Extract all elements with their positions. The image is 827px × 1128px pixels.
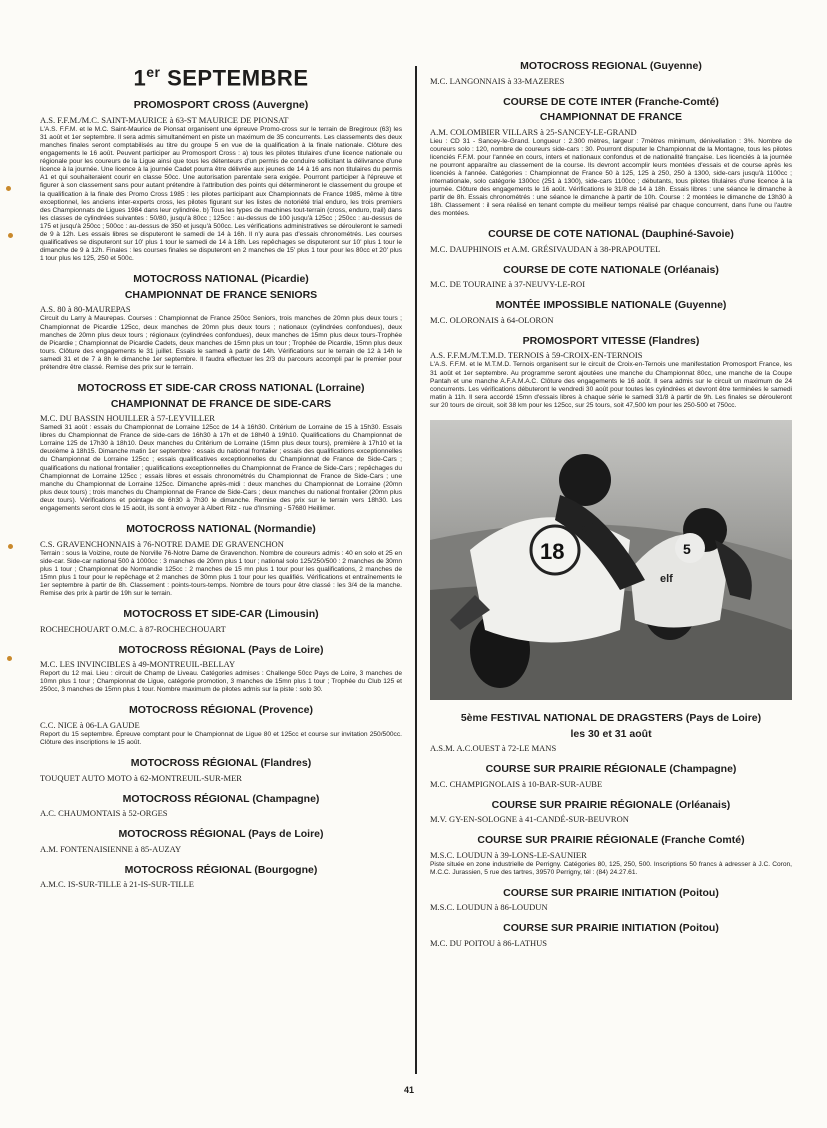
event-name: COURSE SUR PRAIRIE INITIATION <box>503 886 677 899</box>
event-title <box>40 864 402 877</box>
event-name: COURSE SUR PRAIRIE RÉGIONALE <box>477 834 659 846</box>
event-listing <box>430 335 792 410</box>
organizing-club: M.S.C. LOUDUN à 86-LOUDUN <box>430 902 548 913</box>
event-subtitle: les 30 et 31 août <box>570 727 652 740</box>
event-region: (Orléanais) <box>675 798 731 811</box>
rider-number-5: 5 <box>683 541 691 557</box>
event-name: MOTOCROSS ET SIDE-CAR <box>123 608 263 621</box>
organizing-club: C.S. GRAVENCHONNAIS à 76-NOTRE DAME DE GRAVENCHON <box>40 538 284 549</box>
organizing-club: M.C. DE TOURAINE à 37-NEUVY-LE-ROI <box>430 279 586 290</box>
event-details: Report du 15 septembre. Épreuve comptant pour le Championnat de Ligue 80 et 125cc et course sur invitation 250/500cc. Clôture des inscriptions le 15 août. <box>40 730 402 747</box>
event-region: (Champagne) <box>252 792 320 805</box>
event-details: Samedi 31 août : essais du Championnat de Lorraine 125cc de 14 à 16h30. Critérium de Lorraine de 15 à 15h30. Essais libres du Championnat de France de side-cars de 16h30 à 17h et de 18h40 à 19h10. Qualifications du Championnat de Lorraine 125 de 17h30 à 18h10. Deux manches du Critérium de Lorraine (15mn plus deux tours), première à 17h10 et la deuxième à 18h15. Dimanche matin 1er septembre : essais du national frontalier ; essais des qualifications exceptionnelles du Championnat de Lorraine 125cc ; essais qualificatives exceptionnelles du Championnat de France de Side-Cars ; qualifications du national frontalier ; qualifications exceptionnelles du Championnat de France de Side-Cars ; repêchages du Championnat de Lorraine 125cc ; essais libres et essais chronométrés du Championnat de France de Side-Cars ; une manche du Championnat de Lorraine 125cc. Dimanche après-midi : deux manches du Championnat de Lorraine (20mn plus deux tours) ; trois manches du Championnat de France de Side-Cars ; deux manches du national frontalier (20mn plus deux tours). Vérifications et pointage de 6h30 à 7h30 le dimanche. Remise des prix sur le terrain vers 18h30. Les engagements seront clos le 15 août, ils sont à envoyer à Albert Ritz - rue d'Insming - 57680 Heillimer. <box>40 424 402 513</box>
binding-hole-mark <box>8 544 13 549</box>
event-title <box>430 96 792 109</box>
event-name: MONTÉE IMPOSSIBLE NATIONALE <box>495 299 672 312</box>
organizing-club: A.C. CHAUMONTAIS à 52-ORGES <box>40 808 168 819</box>
event-subtitle: CHAMPIONNAT DE FRANCE DE SIDE-CARS <box>110 397 332 410</box>
event-name: MOTOCROSS RÉGIONAL <box>129 704 256 717</box>
event-listing <box>40 99 402 263</box>
event-region: (Pays de Loire) <box>248 828 324 841</box>
event-listing <box>430 264 792 290</box>
event-name: MOTOCROSS RÉGIONAL <box>118 643 246 656</box>
event-region: (Flandres) <box>260 757 312 770</box>
event-listing <box>40 608 402 634</box>
organizing-club: A.S. 80 à 80-MAUREPAS <box>40 304 131 315</box>
event-region: (Franche-Comté) <box>634 95 719 108</box>
event-region: (Provence) <box>258 704 313 717</box>
binding-hole-mark <box>7 656 12 661</box>
event-listing <box>430 96 792 219</box>
event-title <box>430 799 792 812</box>
event-details: L'A.S. F.F.M. et le M.C. Saint-Maurice de Pionsat organisent une épreuve Promo-cross sur le terrain de Bregiroux (63) les 31 août et 1er septembre. Il sera admis simultanément en piste un maximum de 35 concurrents. Les classements des deux manches finales seront comptabilisés au titre du groupe 5 en vue de la qualification à la finale nationale. Clôture des engagements le 16 août. Peuvent participer au Promosport Cross : a) tous les pilotes titulaires d'une licence nationale ou régionale pour les coureurs de la Ligue ainsi que tous les détenteurs d'un permis de conduire sollicitant la délivrance d'une licence à la journée. Une licence à la journée Cadet pourra être délivrée aux jeunes de 14 à 16 ans non titulaires du permis A1 et qui souhaiteraient courir en classe 50cc. Une autorisation parentale sera exigée. Pourront participer à l'épreuve et figurer à son classement sans pour autant prétendre à l'attribution des points qui détermineront le classement du groupe et la qualification à la finale des Promo Cross 1985 : les pilotes participant aux Championnats de France 1985, même à titre exceptionnel, les anciens inter-experts cross, les pilotes figurant sur les listes de notoriété trial enduro, les trois premiers des Championnats de Ligues 1984 dans leur cylindrée. b) Tous les types de machines tout-terrain (cross, enduro, trail) dans les classes de cylindrées suivantes : 50/80, jusqu'à 80cc ; 125cc : au-dessus de 100 jusqu'à 125cc ; 250cc : au-dessus de 175 et jusqu'à 250cc ; 500cc : au-dessus de 350 et jusqu'à 500cc. Les vérifications administratives se dérouleront le samedi de 9 à 12h. Les essais libres se disputeront le samedi de 14 à 16h. Il n'y aura pas d'essais chronométrés. Les courses qualificatives se disputeront sur 10' plus 1 tour le samedi de 14 à 18h. Les repêchages se disputeront sur 10' plus 1 tour le dimanche de 9 à 12h. Finales : les courses finales se disputeront en 2 manches de 15' plus 1 tour pour les 80cc et 20' plus 1 tour plus les 125, 250 et 500c. <box>40 125 402 263</box>
event-title <box>430 335 792 348</box>
event-name: MOTOCROSS RÉGIONAL <box>130 757 258 770</box>
organizing-club: A.S. F.F.M./M.T.M.D. TERNOIS à 59-CROIX-EN-TERNOIS <box>430 350 643 361</box>
event-listing <box>430 228 792 254</box>
event-listing <box>40 382 402 513</box>
event-listing <box>40 828 402 854</box>
event-listing <box>40 757 402 783</box>
event-region: (Limousin) <box>264 608 319 621</box>
binding-hole-mark <box>8 233 13 238</box>
organizing-club: A.M. FONTENAISIENNE à 85-AUZAY <box>40 843 182 854</box>
event-region: (Normandie) <box>253 523 316 536</box>
column-divider <box>415 66 417 1074</box>
left-column <box>40 60 402 899</box>
event-name: PROMOSPORT VITESSE <box>522 334 646 347</box>
event-name: MOTOCROSS RÉGIONAL <box>122 792 250 805</box>
event-name: 5ème FESTIVAL NATIONAL DE DRAGSTERS <box>460 712 683 724</box>
event-details: Piste située en zone industrielle de Perrigny. Catégories 80, 125, 250, 500. Inscriptions 50 francs à adresser à J.C. Coron, M.C.C. Jurassien, 5 rue des tartres, 39570 Perrigny, tél : (84) 24.27.61. <box>430 860 792 876</box>
page-number: 41 <box>404 1085 415 1095</box>
event-title <box>430 264 792 277</box>
event-title <box>40 523 402 536</box>
organizing-club: M.C. DU POITOU à 86-LATHUS <box>430 937 547 948</box>
event-listing <box>40 793 402 819</box>
organizing-club: A.S.M. A.C.OUEST à 72-LE MANS <box>430 743 557 753</box>
event-name: MOTOCROSS NATIONAL <box>133 273 259 286</box>
organizing-club: M.C. LES INVINCIBLES à 49-MONTREUIL-BELLAY <box>40 659 236 670</box>
organizing-club: A.M.C. IS-SUR-TILLE à 21-IS-SUR-TILLE <box>40 879 194 890</box>
fairing-logo-front: elf <box>580 520 596 535</box>
event-title <box>40 644 402 657</box>
organizing-club: M.C. LANGONNAIS à 33-MAZERES <box>430 75 565 86</box>
event-region: (Picardie) <box>260 273 309 286</box>
event-details: Terrain : sous la Voizine, route de Norville 76-Notre Dame de Gravenchon. Nombre de coureurs admis : 40 en solo et 25 en side-car. Side-car national 500 à 1000cc : 3 manches de 20mn plus 1 tour ; national solo 125/250/500 : 2 manches de 30mn plus 1 tour ; Championnat de Normandie 125cc : 2 manches de 15 mn plus 1 tour pour les qualifications, 2 manches de 15mn plus 1 tour pour le repêchage et 2 manches de 30mn plus 1 tour pour les qualifiés. Vérifications et entraînements le 1er septembre à partir de 8h. Classement : points-tours-temps. Nombre de tours pour être classé : les 3/4 de la manche. Remise des prix à partir de 19h sur le terrain. <box>40 549 402 598</box>
event-title <box>40 793 402 806</box>
organizing-club: M.C. CHAMPIGNOLAIS à 10-BAR-SUR-AUBE <box>430 778 603 789</box>
event-name: MOTOCROSS NATIONAL <box>126 523 252 536</box>
event-title <box>40 382 402 395</box>
event-title <box>40 704 402 717</box>
organizing-club: M.V. GY-EN-SOLOGNE à 41-CANDÉ-SUR-BEUVRON <box>430 814 629 824</box>
event-listing <box>430 60 792 86</box>
event-region: (Guyenne) <box>649 60 702 72</box>
event-title <box>430 712 792 725</box>
event-title <box>430 228 792 241</box>
event-title <box>40 99 402 112</box>
organizing-club: A.M. COLOMBIER VILLARS à 25-SANCEY-LE-GRAND <box>430 126 637 137</box>
event-title <box>430 299 792 312</box>
event-region: (Bourgogne) <box>254 863 318 876</box>
event-region: (Guyenne) <box>674 299 727 312</box>
event-details: Lieu : CD 31 - Sancey-le-Grand. Longueur : 2.300 mètres, largeur : 7mètres minimum, dénivellation : 3%. Nombre de coureurs solo : 120, nombre de coureurs side-cars : 30. Pourront disputer le Championnat de la Montagne, tous les pilotes licenciés F.F.M. pour l'année en cours, inters et nationaux confondus et de nationalité française. Les licenciés à la journée ne pourront apparaître au classement de la course. Ils devront accomplir leurs montées d'essais et de course après les licenciés à l'année. Catégories : Championnat de France 50 à 125, 125 à 250, 250 à 1300, side-cars jusqu'à 1100cc ; internationale, solo catégorie 1300cc (251 à 1300), side-cars 1100cc ; débutants, tous pilotes titulaires d'une licence à la journée. Clôture des engagements le 16 août. Vérifications le 31/8 de 14 à 18h. Essais libres : une séance le dimanche à partir de 8h. Essais chronométrés : une séance le dimanche à partir de 10h. Course : 2 montées le dimanche de 13h30 à 18h. Classement : il sera réalisé en tenant compte du meilleur temps réalisé par chaque concurrent, dans l'une ou l'autre des montées. <box>430 137 792 218</box>
organizing-club: M.C. DAUPHINOIS et A.M. GRÉSIVAUDAN à 38-PRAPOUTEL <box>430 243 661 254</box>
event-listing <box>430 834 792 877</box>
fairing-logo-rear: elf <box>660 573 673 585</box>
event-subtitle: CHAMPIONNAT DE FRANCE SENIORS <box>124 288 318 301</box>
event-listing <box>40 644 402 695</box>
event-region: (Orléanais) <box>663 263 719 276</box>
event-title <box>40 757 402 770</box>
event-listing <box>430 299 792 325</box>
event-name: COURSE SUR PRAIRIE RÉGIONALE <box>491 798 673 811</box>
event-region: (Auvergne) <box>252 99 309 112</box>
event-name: COURSE DE COTE INTER <box>503 95 632 108</box>
organizing-club: M.C. OLORONAIS à 64-OLORON <box>430 314 554 325</box>
event-name: MOTOCROSS RÉGIONAL <box>124 863 252 876</box>
event-region: (Flandres) <box>648 334 700 347</box>
event-region: (Dauphiné-Savoie) <box>641 228 734 241</box>
organizing-club: C.C. NICE à 06-LA GAUDE <box>40 719 140 730</box>
event-listing <box>430 799 792 825</box>
event-title <box>430 763 792 776</box>
event-listing <box>40 273 402 372</box>
event-name: COURSE DE COTE NATIONAL <box>488 228 639 241</box>
organizing-club: TOUQUET AUTO MOTO à 62-MONTREUIL-SUR-MER <box>40 772 242 783</box>
date-heading: 1er SEPTEMBRE <box>133 64 309 91</box>
event-name: COURSE SUR PRAIRIE INITIATION <box>503 922 677 935</box>
event-title <box>40 273 402 286</box>
event-name: COURSE SUR PRAIRIE RÉGIONALE <box>485 763 667 775</box>
left-event-list <box>40 99 402 889</box>
rider-number-18: 18 <box>540 539 565 564</box>
event-name: PROMOSPORT CROSS <box>133 99 250 112</box>
event-subtitle: CHAMPIONNAT DE FRANCE <box>539 111 683 123</box>
event-name: MOTOCROSS REGIONAL <box>520 60 647 72</box>
event-title <box>430 834 792 847</box>
motorcycle-race-photo <box>430 420 792 700</box>
event-title <box>430 60 792 73</box>
event-details: Circuit du Larry à Maurepas. Courses : Championnat de France 250cc Seniors, trois manches de 20mn plus deux tours ; Championnat de Picardie 125cc, deux manches de 20mn plus deux tours ; nationaux (cylindrées confondues), deux manches de 20mn plus deux tours ; régionaux (cylindrées confondues), deux manches de 15mn plus deux tours-Trophée de Picardie ; Championnat de Picardie Cadets, deux manches de 15mn plus un tour ; Trophée de Picardie, 15mn plus deux tours. Clôture des engagements le 31 juillet. Essais le samedi à partir de 14h. Vérifications sur le terrain de 12 à 14h le samedi 31 et de 7 à 8h le dimanche 1er septembre. Il faudra effectuer les 2/3 du parcours accompli par le premier pour prétendre être classé. Remise des prix sur le terrain. <box>40 315 402 371</box>
event-listing <box>40 704 402 747</box>
event-region: (Pays de Loire) <box>685 712 762 724</box>
event-title <box>40 828 402 841</box>
event-name: COURSE DE COTE NATIONALE <box>503 263 662 276</box>
event-title <box>40 608 402 621</box>
event-details: L'A.S. F.F.M. et le M.T.M.D. Ternois organisent sur le circuit de Croix-en-Ternois une manifestation Promosport France, les 31 août et 1er septembre. Au programme seront ajoutées une manche du Championnat 80cc, une manche de la Coupe Pantah et une manche A.F.A.M.A.C. Clôture des engagements le 16 août. Il sera admis sur le circuit un maximum de 24 concurrents. Les vérifications débuteront le vendredi 30 août pour toutes les cylindrées et devront être terminées le samedi matin à 11h. Il sera accordé 15mn d'essais libres à chaque série le samedi 31/8 à partir de 9h. Les finales se dérouleront sur 20 tours de circuit, soit 38 km pour les 125cc, sur 25 tours, soit 47,500 km pour les 250-500 et 750cc. <box>430 361 792 409</box>
event-listing <box>40 523 402 598</box>
organizing-club: ROCHECHOUART O.M.C. à 87-ROCHECHOUART <box>40 623 226 634</box>
event-listing <box>430 712 792 753</box>
right-event-list-top <box>430 60 792 410</box>
event-listing <box>430 763 792 789</box>
event-title <box>430 887 792 900</box>
event-region: (Poitou) <box>679 922 719 935</box>
event-title <box>430 922 792 935</box>
right-event-list-bottom <box>430 712 792 948</box>
event-listing <box>40 864 402 890</box>
event-listing <box>430 922 792 948</box>
event-region: (Poitou) <box>679 886 719 899</box>
binding-hole-mark <box>6 186 11 191</box>
event-region: (Champagne) <box>669 763 737 775</box>
event-name: MOTOCROSS RÉGIONAL <box>118 828 246 841</box>
event-name: MOTOCROSS ET SIDE-CAR CROSS NATIONAL <box>77 382 313 395</box>
event-region: (Franche Comté) <box>661 834 745 846</box>
right-column <box>430 60 792 958</box>
photo-illustration <box>430 420 792 700</box>
organizing-club: M.S.C. LOUDUN à 39-LONS-LE-SAUNIER <box>430 849 587 860</box>
organizing-club: M.C. DU BASSIN HOUILLER à 57-LEYVILLER <box>40 413 215 424</box>
event-region: (Pays de Loire) <box>248 643 324 656</box>
event-region: (Lorraine) <box>315 382 365 395</box>
event-listing <box>430 887 792 913</box>
event-details: Report du 12 mai. Lieu : circuit de Champ de Liveau. Catégories admises : Challenge 50cc Pays de Loire, 3 manches de 10mn plus 1 tour ; Championnat de Ligue, catégorie promotion, 3 manches de 15mn plus 1 tour ; Trophée du Club 125 et 250cc, 3 manches de 15mn plus 1 tour. Nombre maximum de pilotes admis sur la piste : solo 30. <box>40 670 402 694</box>
organizing-club: A.S. F.F.M./M.C. SAINT-MAURICE à 63-ST MAURICE DE PIONSAT <box>40 114 289 125</box>
